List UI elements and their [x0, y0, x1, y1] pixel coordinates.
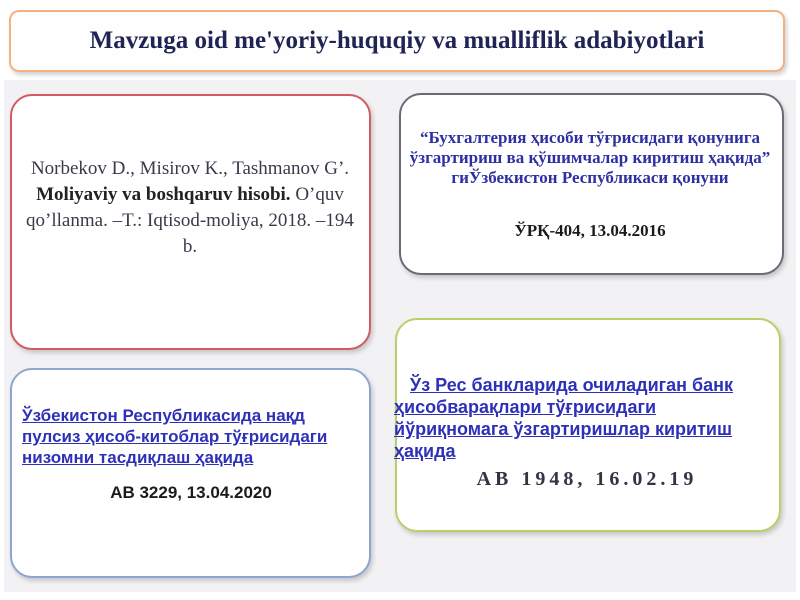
- reference-card-cashless-regulation: [10, 368, 371, 578]
- bank-accounts-instruction-code: AB 1948, 16.02.19: [476, 468, 698, 490]
- cashless-regulation-link[interactable]: Ўзбекистон Республикасида нақд пулсиз ҳисоб-китоблар тўғрисидаги низомни тасдиқлаш ҳақида: [22, 406, 328, 467]
- accounting-law-code: ЎРҚ-404, 13.04.2016: [514, 221, 666, 240]
- accounting-law-title: “Бухгалтерия ҳисоби тўғрисидаги қонунига ўзгартириш ва қўшимчалар киритиш ҳақида” гиЎзбекистон Республикаси қонуни: [409, 128, 771, 187]
- textbook-reference: [24, 156, 356, 260]
- title-box: [9, 10, 785, 72]
- textbook-title: Moliyaviy va boshqaruv hisobi.: [36, 184, 291, 205]
- bank-accounts-instruction-link[interactable]: Ўз Рес банкларида очиладиган банк ҳисобварақлари тўғрисидаги йўриқномага ўзгартиришлар киритиш ҳақида: [394, 375, 734, 461]
- page-title: Mavzuga oid me'yoriy-huquqiy va mualliflik adabiyotlari: [89, 27, 705, 54]
- textbook-details: O’quv qo’llanma. –T.: Iqtisod-moliya, 2018. –194 b.: [26, 184, 354, 257]
- textbook-authors: Norbekov D., Misirov K., Tashmanov G’.: [30, 158, 350, 179]
- cashless-regulation-code: АВ 3229, 13.04.2020: [110, 483, 272, 502]
